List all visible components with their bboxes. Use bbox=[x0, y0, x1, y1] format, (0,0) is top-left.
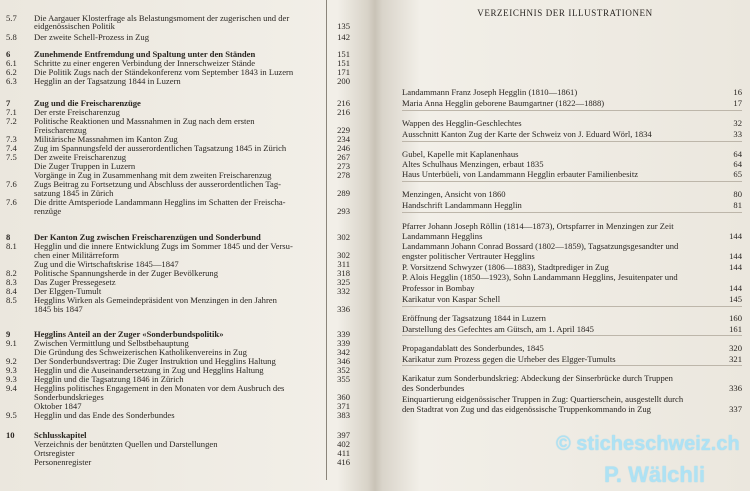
toc-entry-title: Hegglins Anteil an der Zuger «Sonderbundspolitik» bbox=[34, 330, 224, 339]
toc-entry-title: Hegglins politisches Engagement in den Monaten vor dem Ausbruch des bbox=[34, 384, 285, 393]
illustration-page: 320 bbox=[729, 343, 742, 353]
illustration-title: Haus Unterbüeli, von Landammann Hegglin erbauter Familienbesitz bbox=[402, 170, 639, 179]
toc-entry-number: 6.3 bbox=[6, 76, 17, 86]
illustration-title: Karikatur zum Sonderbundskrieg: Abdeckung der Sinserbrücke durch Truppen bbox=[402, 374, 673, 383]
toc-entry-page: 216 bbox=[337, 107, 350, 117]
illustration-title: Darstellung des Gefechtes am Gütsch, am 1. April 1845 bbox=[402, 325, 594, 334]
illustration-title: Altes Schulhaus Menzingen, erbaut 1835 bbox=[402, 160, 544, 169]
toc-entry-number: 8.4 bbox=[6, 286, 17, 296]
toc-entry-page: 339 bbox=[337, 329, 350, 339]
toc-entry-page: 135 bbox=[337, 21, 350, 31]
toc-entry-page: 302 bbox=[337, 250, 350, 260]
illustration-title: Menzingen, Ansicht von 1860 bbox=[402, 190, 506, 199]
toc-entry-title: Die Gründung des Schweizerischen Katholikenvereins in Zug bbox=[34, 348, 247, 357]
page-heading: VERZEICHNIS DER ILLUSTRATIONEN bbox=[477, 8, 653, 18]
toc-entry-page: 339 bbox=[337, 338, 350, 348]
toc-entry-title: Politische Spannungsherde in der Zuger Bevölkerung bbox=[34, 269, 219, 278]
toc-entry-number: 8.3 bbox=[6, 277, 17, 287]
toc-entry-page: 311 bbox=[337, 259, 350, 269]
toc-entry-number: 6.1 bbox=[6, 58, 17, 68]
toc-entry-title: Militärische Massnahmen im Kanton Zug bbox=[34, 135, 178, 144]
toc-entry-title: Die Aargauer Klosterfrage als Belastungsmoment der zugerischen und der bbox=[34, 14, 290, 23]
toc-entry-title: Zug und die Wirtschaftskrise 1845—1847 bbox=[34, 260, 179, 269]
toc-entry-page: 234 bbox=[337, 134, 350, 144]
toc-entry-page: 397 bbox=[337, 430, 350, 440]
toc-entry-title: Der zweite Freischarenzug bbox=[34, 153, 127, 162]
illustration-title: Professor in Bombay bbox=[402, 284, 475, 293]
toc-entry-page: 411 bbox=[337, 448, 350, 458]
toc-entry-title: Schritte zu einer engeren Verbindung der Innerschweizer Stände bbox=[34, 59, 256, 68]
toc-entry-page: 383 bbox=[337, 410, 350, 420]
toc-entry-title: eidgenössischen Politik bbox=[34, 22, 115, 31]
toc-entry-number: 7.1 bbox=[6, 107, 17, 117]
toc-entry-title: Hegglin an der Tagsatzung 1844 in Luzern bbox=[34, 77, 181, 86]
illustration-title: den Stadtrat von Zug und das eidgenössische Truppenkommando in Zug bbox=[402, 405, 651, 414]
toc-entry-number: 7.3 bbox=[6, 134, 17, 144]
toc-entry-title: Die Zuger Truppen in Luzern bbox=[34, 162, 136, 171]
group-separator bbox=[402, 181, 742, 182]
illustration-page: 144 bbox=[729, 231, 742, 241]
toc-entry-number: 9.3 bbox=[6, 374, 17, 384]
toc-entry-title: Personenregister bbox=[34, 458, 92, 467]
toc-entry-title: Zugs Beitrag zu Fortsetzung und Abschluss der ausserordentlichen Tag- bbox=[34, 180, 281, 189]
toc-entry-title: Zug im Spannungsfeld der ausserordentlichen Tagsatzung 1845 in Zürich bbox=[34, 144, 287, 153]
illustration-page: 144 bbox=[729, 262, 742, 272]
illustration-title: P. Alois Hegglin (1850—1923), Sohn Landammann Hegglins, Jesuitenpater und bbox=[402, 273, 678, 282]
watermark-line-1: © sticheschweiz.ch bbox=[556, 433, 740, 455]
illustration-page: 33 bbox=[733, 129, 742, 139]
toc-entry-number: 7 bbox=[6, 98, 11, 108]
illustration-page: 64 bbox=[733, 149, 742, 159]
toc-entry-number: 8.5 bbox=[6, 295, 17, 305]
toc-entry-number: 9 bbox=[6, 329, 11, 339]
toc-entry-number: 5.8 bbox=[6, 32, 17, 42]
toc-entry-number: 7.5 bbox=[6, 152, 17, 162]
toc-entry-page: 360 bbox=[337, 392, 350, 402]
illustration-title: Handschrift Landammann Hegglin bbox=[402, 201, 522, 210]
toc-entry-page: 229 bbox=[337, 125, 350, 135]
toc-entry-title: Schlusskapitel bbox=[34, 431, 87, 440]
toc-entry-title: Freischarenzug bbox=[34, 126, 87, 135]
toc-entry-title: chen einer Militärreform bbox=[34, 251, 119, 260]
illustration-page: 336 bbox=[729, 383, 742, 393]
toc-entry-title: Die Politik Zugs nach der Ständekonferenz vom September 1843 in Luzern bbox=[34, 68, 294, 77]
illustration-title: Landammann Johann Conrad Bossard (1802—1859), Tagsatzungsgesandter und bbox=[402, 242, 679, 251]
illustration-title: des Sonderbundes bbox=[402, 384, 465, 393]
toc-entry-title: Zwischen Vermittlung und Selbstbehauptung bbox=[34, 339, 189, 348]
watermark-line-2: P. Wälchli bbox=[604, 462, 706, 487]
toc-entry-title: satzung 1845 in Zürich bbox=[34, 189, 114, 198]
illustration-page: 160 bbox=[729, 313, 742, 323]
toc-entry-number: 5.7 bbox=[6, 13, 17, 23]
toc-entry-number: 7.6 bbox=[6, 179, 17, 189]
toc-entry-page: 355 bbox=[337, 374, 350, 384]
group-separator bbox=[402, 141, 742, 142]
toc-entry-page: 342 bbox=[337, 347, 350, 357]
illustration-title: Gubel, Kapelle mit Kaplanenhaus bbox=[402, 150, 519, 159]
toc-entry-page: 293 bbox=[337, 206, 350, 216]
toc-entry-number: 7.6 bbox=[6, 197, 17, 207]
toc-entry-page: 371 bbox=[337, 401, 350, 411]
toc-entry-number: 7.2 bbox=[6, 116, 17, 126]
toc-entry-title: Der Sonderbundsvertrag: Die Zuger Instruktion und Hegglins Haltung bbox=[34, 357, 276, 366]
illustration-title: Eröffnung der Tagsatzung 1844 in Luzern bbox=[402, 314, 546, 323]
toc-entry-page: 267 bbox=[337, 152, 350, 162]
toc-entry-page: 151 bbox=[337, 58, 350, 68]
illustration-title: Ausschnitt Kanton Zug der Karte der Schweiz von J. Eduard Wörl, 1834 bbox=[402, 130, 652, 139]
illustration-title: Propagandablatt des Sonderbundes, 1845 bbox=[402, 344, 544, 353]
toc-entry-title: Der Kanton Zug zwischen Freischarenzügen und Sonderbund bbox=[34, 233, 261, 242]
illustration-page: 80 bbox=[733, 189, 742, 199]
toc-entry-page: 171 bbox=[337, 67, 350, 77]
illustration-title: Wappen des Hegglin-Geschlechtes bbox=[402, 119, 522, 128]
toc-entry-title: Zug und die Freischarenzüge bbox=[34, 99, 141, 108]
left-page-toc bbox=[0, 0, 370, 491]
group-separator bbox=[402, 110, 742, 111]
toc-entry-number: 7.4 bbox=[6, 143, 17, 153]
toc-entry-title: Oktober 1847 bbox=[34, 402, 82, 411]
toc-entry-title: Politische Reaktionen und Massnahmen in Zug nach dem ersten bbox=[34, 117, 255, 126]
toc-entry-page: 346 bbox=[337, 356, 350, 366]
toc-entry-page: 278 bbox=[337, 170, 350, 180]
toc-entry-title: Der Elggen-Tumult bbox=[34, 287, 102, 296]
toc-entry-number: 8 bbox=[6, 232, 11, 242]
illustration-title: Landammann Hegglins bbox=[402, 232, 483, 241]
toc-entry-page: 142 bbox=[337, 32, 350, 42]
illustration-title: Einquartierung eidgenössischer Truppen in Zug: Quartierschein, ausgestellt durch bbox=[402, 395, 684, 404]
toc-entry-title: Die dritte Amtsperiode Landammann Hegglins im Schatten der Freischa- bbox=[34, 198, 286, 207]
illustration-title: Landammann Franz Joseph Hegglin (1810—1861) bbox=[402, 88, 578, 97]
toc-entry-page: 402 bbox=[337, 439, 350, 449]
toc-entry-title: renzüge bbox=[34, 207, 62, 216]
toc-entry-title: Der erste Freischarenzug bbox=[34, 108, 120, 117]
toc-entry-page: 332 bbox=[337, 286, 350, 296]
toc-entry-title: Hegglins Wirken als Gemeindepräsident von Menzingen in den Jahren bbox=[34, 296, 277, 305]
toc-entry-number: 10 bbox=[6, 430, 15, 440]
toc-entry-page: 246 bbox=[337, 143, 350, 153]
toc-entry-number: 8.2 bbox=[6, 268, 17, 278]
toc-entry-title: Hegglin und das Ende des Sonderbundes bbox=[34, 411, 175, 420]
toc-entry-page: 318 bbox=[337, 268, 350, 278]
illustration-page: 337 bbox=[729, 404, 742, 414]
toc-entry-number: 9.3 bbox=[6, 365, 17, 375]
toc-entry-number: 9.5 bbox=[6, 410, 17, 420]
toc-entry-page: 302 bbox=[337, 232, 350, 242]
illustration-page: 145 bbox=[729, 294, 742, 304]
toc-entry-title: Vorgänge in Zug in Zusammenhang mit dem zweiten Freischarenzug bbox=[34, 171, 272, 180]
toc-entry-page: 200 bbox=[337, 76, 350, 86]
illustration-title: P. Vorsitzend Schwyzer (1806—1883), Stadtprediger in Zug bbox=[402, 263, 609, 272]
illustration-page: 17 bbox=[733, 98, 742, 108]
illustration-title: Karikatur zum Prozess gegen die Urheber des Elgger-Tumults bbox=[402, 355, 616, 364]
toc-entry-number: 9.2 bbox=[6, 356, 17, 366]
toc-entry-number: 9.1 bbox=[6, 338, 17, 348]
illustration-page: 144 bbox=[729, 283, 742, 293]
toc-entry-number: 6.2 bbox=[6, 67, 17, 77]
illustration-page: 81 bbox=[733, 200, 742, 210]
group-separator bbox=[402, 212, 742, 213]
toc-entry-page: 289 bbox=[337, 188, 350, 198]
group-separator bbox=[402, 335, 742, 336]
toc-entry-title: Ortsregister bbox=[34, 449, 75, 458]
toc-entry-page: 151 bbox=[337, 49, 350, 59]
toc-entry-title: Der zweite Schell-Prozess in Zug bbox=[34, 33, 150, 42]
illustration-title: Karikatur von Kaspar Schell bbox=[402, 295, 501, 304]
toc-entry-page: 216 bbox=[337, 98, 350, 108]
group-separator bbox=[402, 365, 742, 366]
toc-entry-page: 336 bbox=[337, 304, 350, 314]
toc-entry-title: Hegglin und die innere Entwicklung Zugs im Sommer 1845 und der Versu- bbox=[34, 242, 293, 251]
group-separator bbox=[402, 306, 742, 307]
illustration-title: Pfarrer Johann Joseph Röllin (1814—1873), Ortspfarrer in Menzingen zur Zeit bbox=[402, 222, 674, 231]
illustration-title: Maria Anna Hegglin geborene Baumgartner (1822—1888) bbox=[402, 99, 605, 108]
toc-entry-page: 273 bbox=[337, 161, 350, 171]
illustration-page: 32 bbox=[733, 118, 742, 128]
toc-entry-title: Das Zuger Pressegesetz bbox=[34, 278, 116, 287]
toc-entry-page: 352 bbox=[337, 365, 350, 375]
toc-entry-page: 416 bbox=[337, 457, 350, 467]
toc-entry-number: 9.4 bbox=[6, 383, 17, 393]
toc-entry-title: Zunehmende Entfremdung und Spaltung unter den Ständen bbox=[34, 50, 256, 59]
illustration-page: 65 bbox=[733, 169, 742, 179]
toc-entry-title: 1845 bis 1847 bbox=[34, 305, 83, 314]
right-page-illustrations bbox=[380, 0, 750, 491]
toc-entry-title: Verzeichnis der benützten Quellen und Darstellungen bbox=[34, 440, 218, 449]
toc-entry-page: 325 bbox=[337, 277, 350, 287]
illustration-page: 144 bbox=[729, 251, 742, 261]
toc-entry-title: Hegglin und die Auseinandersetzung in Zug und Hegglins Haltung bbox=[34, 366, 264, 375]
toc-entry-number: 8.1 bbox=[6, 241, 17, 251]
illustration-page: 321 bbox=[729, 354, 742, 364]
toc-entry-title: Sonderbundskrieges bbox=[34, 393, 104, 402]
illustration-page: 161 bbox=[729, 324, 742, 334]
illustration-title: engster politischer Vertrauter Hegglins bbox=[402, 252, 535, 261]
illustration-page: 16 bbox=[733, 87, 742, 97]
toc-entry-number: 6 bbox=[6, 49, 11, 59]
toc-entry-title: Hegglin und die Tagsatzung 1846 in Zürich bbox=[34, 375, 184, 384]
illustration-page: 64 bbox=[733, 159, 742, 169]
